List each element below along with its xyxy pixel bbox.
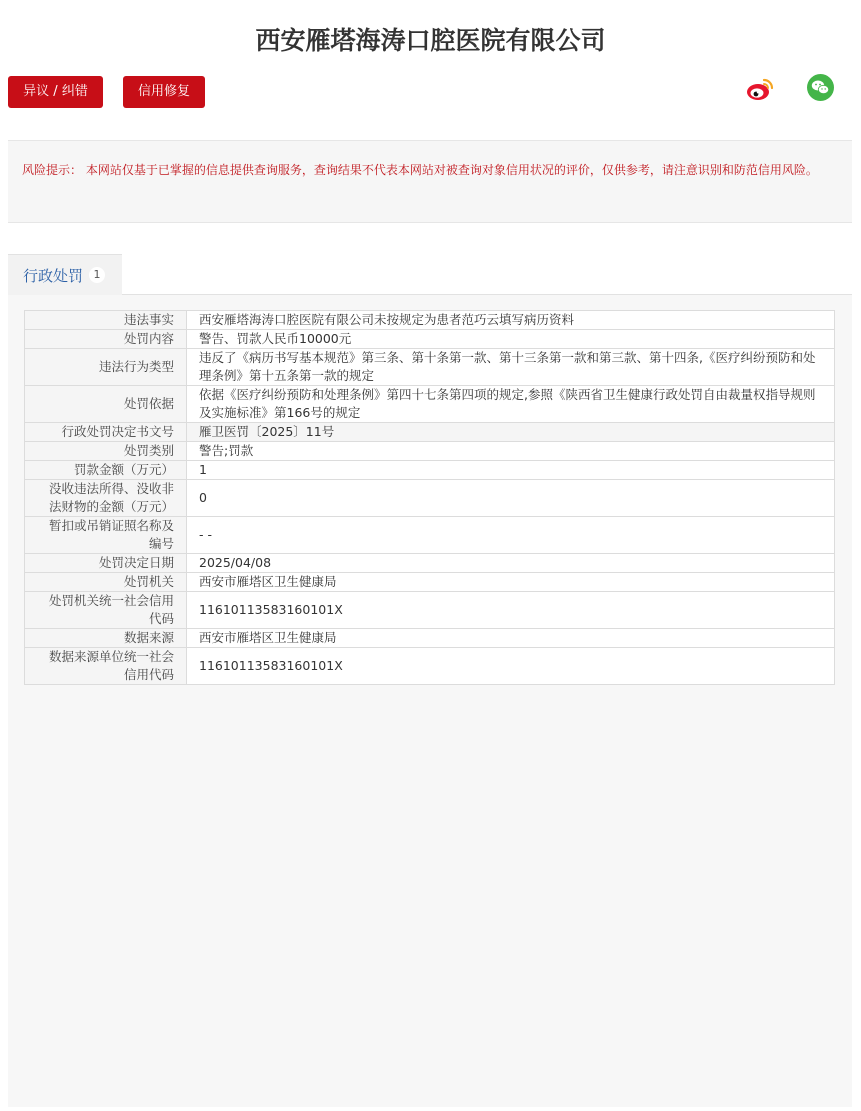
table-row <box>25 386 835 423</box>
table-row <box>25 573 835 592</box>
table-row <box>25 648 835 685</box>
tab-count-badge: 1 <box>89 267 105 283</box>
table-row <box>25 592 835 629</box>
row-label: 处罚机关统一社会信用代码 <box>25 592 187 629</box>
row-value: 西安雁塔海涛口腔医院有限公司未按规定为患者范巧云填写病历资料 <box>187 311 835 330</box>
credit-repair-button[interactable]: 信用修复 <box>123 76 205 108</box>
row-label: 处罚内容 <box>25 330 187 349</box>
penalty-details-table <box>24 310 835 685</box>
row-value: 西安市雁塔区卫生健康局 <box>187 629 835 648</box>
row-value: 西安市雁塔区卫生健康局 <box>187 573 835 592</box>
row-label: 行政处罚决定书文号 <box>25 423 187 442</box>
tab-administrative-penalty[interactable] <box>8 254 122 295</box>
row-label: 数据来源 <box>25 629 187 648</box>
row-label: 暂扣或吊销证照名称及编号 <box>25 517 187 554</box>
weibo-icon[interactable] <box>745 76 775 102</box>
row-value: 警告;罚款 <box>187 442 835 461</box>
row-value: 依据《医疗纠纷预防和处理条例》第四十七条第四项的规定,参照《陕西省卫生健康行政处罚自由裁量权指导规则及实施标准》第166号的规定 <box>187 386 835 423</box>
row-label: 处罚决定日期 <box>25 554 187 573</box>
row-label: 罚款金额（万元） <box>25 461 187 480</box>
table-row <box>25 349 835 386</box>
row-label: 没收违法所得、没收非法财物的金额（万元） <box>25 480 187 517</box>
row-value: 警告、罚款人民币10000元 <box>187 330 835 349</box>
row-value: 11610113583160101X <box>187 648 835 685</box>
row-label: 数据来源单位统一社会信用代码 <box>25 648 187 685</box>
table-row <box>25 442 835 461</box>
table-row <box>25 554 835 573</box>
row-value: 违反了《病历书写基本规范》第三条、第十条第一款、第十三条第一款和第三款、第十四条,《医疗纠纷预防和处理条例》第十五条第一款的规定 <box>187 349 835 386</box>
row-value: - - <box>187 517 835 554</box>
table-row <box>25 629 835 648</box>
table-row <box>25 311 835 330</box>
table-row <box>25 517 835 554</box>
row-value: 11610113583160101X <box>187 592 835 629</box>
row-label: 违法事实 <box>25 311 187 330</box>
row-label: 违法行为类型 <box>25 349 187 386</box>
tab-bar <box>8 254 852 295</box>
tab-label: 行政处罚 <box>23 266 84 285</box>
table-row <box>25 330 835 349</box>
wechat-icon[interactable] <box>807 74 834 101</box>
risk-notice: 风险提示： 本网站仅基于已掌握的信息提供查询服务，查询结果不代表本网站对被查询对象信用状况的评价，仅供参考，请注意识别和防范信用风险。 <box>8 140 852 223</box>
row-label: 处罚类别 <box>25 442 187 461</box>
row-value: 0 <box>187 480 835 517</box>
row-label: 处罚依据 <box>25 386 187 423</box>
objection-button[interactable]: 异议 / 纠错 <box>8 76 103 108</box>
table-row <box>25 480 835 517</box>
row-value: 1 <box>187 461 835 480</box>
table-row <box>25 423 835 442</box>
table-row <box>25 461 835 480</box>
row-value: 2025/04/08 <box>187 554 835 573</box>
row-value: 雁卫医罚〔2025〕11号 <box>187 423 835 442</box>
row-label: 处罚机关 <box>25 573 187 592</box>
page-title: 西安雁塔海涛口腔医院有限公司 <box>255 26 606 55</box>
